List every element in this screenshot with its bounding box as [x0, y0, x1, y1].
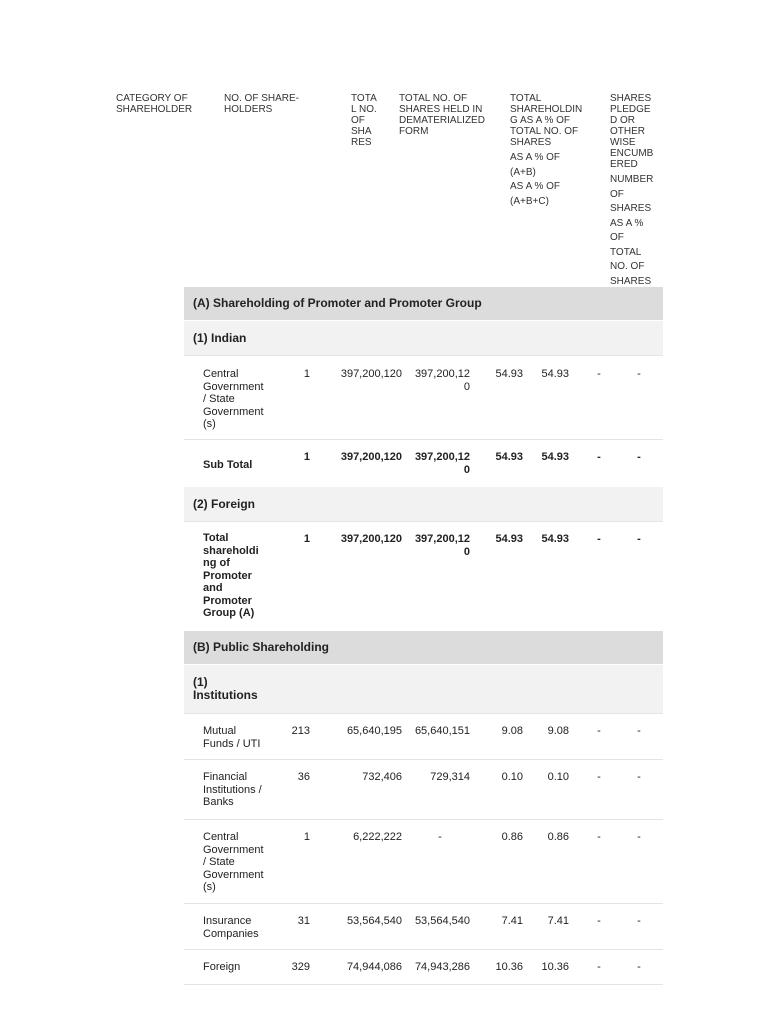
row-pct-abc: 7.41	[547, 915, 569, 927]
row-pct-ab: 9.08	[501, 725, 523, 737]
row-holders: 1	[303, 533, 310, 545]
row-total-shares: 74,944,086	[346, 961, 402, 973]
row-total-shares: 53,564,540	[346, 915, 402, 927]
row-category-line: Central	[203, 368, 239, 380]
row-category-line: Total	[203, 532, 229, 544]
header-pledged-line: WISE	[610, 137, 636, 148]
header-pledged-sub-line: NO. OF	[610, 261, 645, 272]
row-demat-shares: 65,640,151	[414, 725, 470, 737]
header-total-shareholding-line: TOTAL NO. OF	[510, 126, 579, 137]
header-total-shares-line: L NO.	[351, 104, 377, 115]
section-a2-title: (2) Foreign	[193, 497, 255, 511]
header-pledged-line: SHARES	[610, 93, 652, 104]
table-row	[184, 949, 663, 985]
row-pledged: -	[597, 533, 601, 545]
row-category-line: Government	[203, 868, 264, 881]
section-b1-title	[193, 676, 258, 702]
row-total-shares: 732,406	[362, 771, 402, 783]
header-category: CATEGORY OF SHAREHOLDER	[116, 93, 193, 115]
row-demat-shares: 74,943,286	[414, 961, 470, 973]
row-pledged: -	[597, 915, 601, 927]
header-pct-ab-line: (A+B)	[510, 166, 536, 178]
row-holders: 1	[303, 831, 310, 843]
row-pledged: -	[597, 451, 601, 463]
row-category-line: Group (A)	[203, 607, 255, 619]
row-pledged-pct: -	[637, 368, 641, 380]
row-demat-shares: -	[438, 831, 442, 843]
row-pct-abc: 0.10	[547, 771, 569, 783]
row-category-line: (s)	[203, 881, 216, 893]
row-pct-ab: 54.93	[495, 368, 523, 380]
row-pledged-pct: -	[637, 771, 641, 783]
row-pct-abc: 54.93	[541, 451, 569, 463]
table-row	[184, 903, 663, 950]
header-total-shares-line: SHA	[351, 126, 372, 137]
header-dematerialized: TOTAL NO. OF SHARES HELD IN DEMATERIALIZED FORM	[399, 93, 485, 137]
row-category-line: Institutions /	[203, 783, 262, 796]
section-a1-header	[184, 321, 663, 355]
row-total-shares: 397,200,120	[340, 451, 402, 463]
header-pledged-line: D OR	[610, 115, 635, 126]
row-pledged-pct: -	[637, 533, 641, 545]
row-category-line: Promoter	[203, 569, 252, 582]
header-pledged-sub-line: OF	[610, 232, 624, 243]
section-b1-title-line: Institutions	[193, 688, 258, 702]
header-total-shareholding-line: G AS A % OF	[510, 115, 571, 126]
header-shares-pledged	[610, 93, 665, 289]
row-category-line: Promoter	[203, 594, 252, 607]
row-category-line: Foreign	[203, 961, 241, 973]
header-pledged-sub-line: SHARES	[610, 203, 652, 214]
row-category-line: ng of	[203, 557, 230, 569]
row-pledged: -	[597, 771, 601, 783]
header-pct-ab	[510, 151, 590, 209]
row-demat-shares: 53,564,540	[414, 915, 470, 927]
row-pct-abc: 0.86	[547, 831, 569, 843]
header-pledged-line: OTHER	[610, 126, 645, 137]
row-category-line: Insurance	[203, 915, 252, 927]
row-category	[203, 725, 273, 750]
section-b1-header	[184, 665, 663, 713]
row-category-line: Government	[203, 405, 264, 418]
row-total-shares: 65,640,195	[346, 725, 402, 737]
header-pledged-line: ENCUMB	[610, 148, 654, 159]
row-category-line: Government	[203, 843, 264, 856]
section-a-header	[184, 287, 663, 320]
row-pledged-pct: -	[637, 831, 641, 843]
row-holders: 329	[291, 961, 310, 973]
row-demat-shares: 729,314	[430, 771, 470, 783]
row-category-line: Central	[203, 831, 239, 843]
row-holders: 1	[303, 451, 310, 463]
row-total-shares: 397,200,120	[340, 533, 402, 545]
header-pledged-sub-line: OF	[610, 188, 624, 200]
row-category-line: / State	[203, 856, 235, 868]
row-category	[203, 915, 273, 940]
header-pledged-line: ERED	[610, 159, 638, 170]
row-category-line: Mutual	[203, 725, 237, 737]
row-pct-abc: 9.08	[547, 725, 569, 737]
row-category-line: Government	[203, 380, 264, 393]
row-pledged-pct: -	[637, 725, 641, 737]
row-pct-ab: 54.93	[495, 533, 523, 545]
header-total-shareholding	[510, 93, 590, 209]
row-category-line: shareholdi	[203, 544, 259, 557]
row-category-line: Financial	[203, 771, 248, 783]
row-category-line: / State	[203, 393, 235, 405]
row-category	[203, 831, 273, 894]
section-a1-title: (1) Indian	[193, 331, 247, 345]
header-total-shareholding-line: SHAREHOLDIN	[510, 104, 583, 115]
section-b1-title-line: (1)	[193, 675, 208, 689]
row-pct-ab: 0.10	[501, 771, 523, 783]
table-row	[184, 355, 663, 440]
header-total-shares-line: OF	[351, 115, 365, 126]
table-row-total-a	[184, 521, 663, 630]
section-b-title: (B) Public Shareholding	[193, 640, 330, 654]
header-total-shareholding-line: TOTAL	[510, 93, 542, 104]
row-category-line: and	[203, 582, 223, 594]
section-b-header	[184, 631, 663, 664]
header-share-holders: NO. OF SHARE-HOLDERS	[224, 93, 300, 115]
row-pct-ab: 0.86	[501, 831, 523, 843]
row-pct-ab: 10.36	[495, 961, 523, 973]
table-row	[184, 819, 663, 904]
row-pledged: -	[597, 368, 601, 380]
row-category	[203, 961, 273, 974]
row-demat-shares: 397,200,120	[414, 368, 470, 393]
row-demat-shares: 397,200,120	[414, 533, 470, 558]
row-pct-ab: 7.41	[501, 915, 523, 927]
row-category	[203, 532, 273, 620]
row-pledged: -	[597, 725, 601, 737]
row-pledged-pct: -	[637, 451, 641, 463]
row-category	[203, 771, 273, 809]
row-category-line: Companies	[203, 927, 259, 940]
header-pledged-sub-line: NUMBER	[610, 174, 654, 185]
header-total-shares-line: TOTA	[351, 93, 377, 104]
row-pct-abc: 54.93	[541, 368, 569, 380]
row-category-line: (s)	[203, 418, 216, 430]
row-holders: 1	[303, 368, 310, 380]
row-total-shares: 397,200,120	[340, 368, 402, 380]
row-category-line: Banks	[203, 796, 234, 808]
row-category	[203, 368, 273, 431]
row-pledged: -	[597, 961, 601, 973]
row-category-line: Sub Total	[203, 459, 253, 471]
row-pledged-pct: -	[637, 915, 641, 927]
row-demat-shares: 397,200,120	[414, 451, 470, 476]
section-a2-header	[184, 487, 663, 521]
table-row-subtotal	[184, 439, 663, 488]
table-row	[184, 759, 663, 820]
row-holders: 36	[297, 771, 310, 783]
header-pledged-number	[610, 173, 665, 289]
header-pct-abc-line: (A+B+C)	[510, 195, 549, 207]
row-holders: 31	[297, 915, 310, 927]
row-category	[203, 459, 273, 472]
header-pct-ab-line: AS A % OF	[510, 152, 561, 163]
row-pledged-pct: -	[637, 961, 641, 973]
section-a-title: (A) Shareholding of Promoter and Promoter Group	[193, 296, 482, 310]
header-pct-abc-line: AS A % OF	[510, 181, 561, 192]
row-holders: 213	[291, 725, 310, 737]
header-pledged-sub-line: SHARES	[610, 275, 652, 287]
row-pct-abc: 10.36	[541, 961, 569, 973]
row-pct-ab: 54.93	[495, 451, 523, 463]
row-pledged: -	[597, 831, 601, 843]
row-category-line: Funds / UTI	[203, 737, 261, 750]
header-total-shares	[351, 93, 381, 148]
header-pledged-sub-line: TOTAL	[610, 246, 642, 258]
table-row	[184, 713, 663, 760]
row-total-shares: 6,222,222	[353, 831, 402, 843]
header-pledged-line: PLEDGE	[610, 104, 651, 115]
header-total-shareholding-line: SHARES	[510, 137, 552, 148]
header-total-shares-line: RES	[351, 137, 372, 148]
header-pledged-sub-line: AS A %	[610, 217, 644, 229]
row-pct-abc: 54.93	[541, 533, 569, 545]
